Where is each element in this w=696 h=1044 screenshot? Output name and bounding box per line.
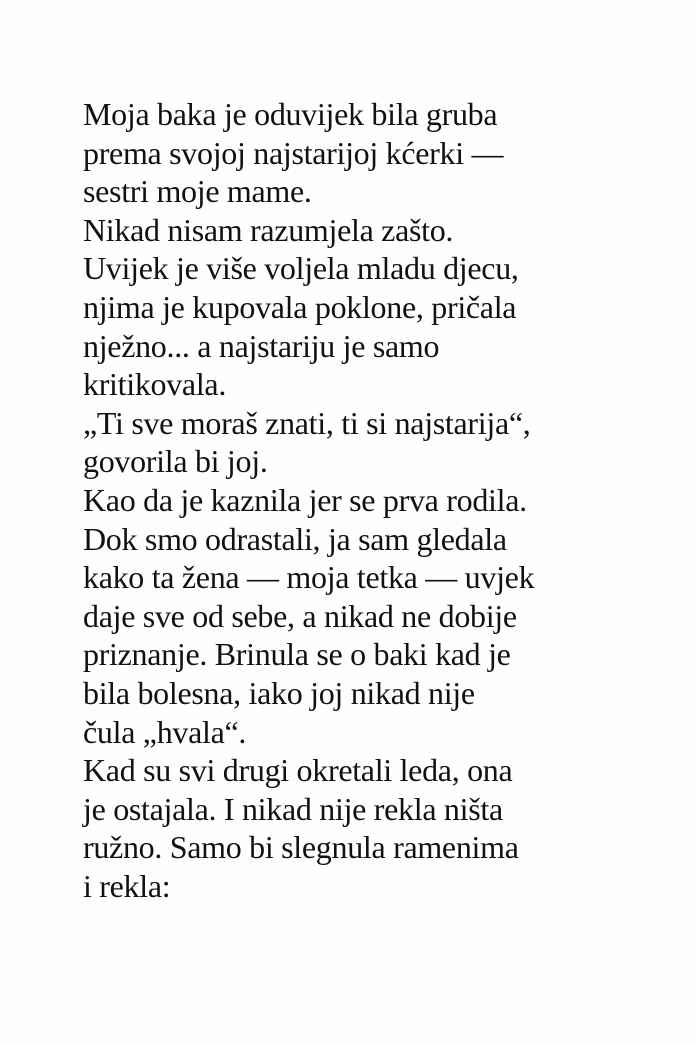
text-line: ružno. Samo bi slegnula ramenima: [83, 829, 519, 866]
text-line: i rekla:: [83, 867, 171, 904]
text-line: kritikovala.: [83, 366, 227, 403]
text-line: je ostajala. I nikad nije rekla ništa: [83, 790, 503, 827]
text-line: priznanje. Brinula se o baki kad je: [83, 636, 511, 673]
text-line: „Ti sve moraš znati, ti si najstarija“,: [83, 404, 531, 441]
text-line: njima je kupovala poklone, pričala: [83, 288, 517, 325]
text-line: govorila bi joj.: [83, 443, 268, 480]
text-line: kako ta žena — moja tetka — uvjek: [83, 559, 535, 596]
text-line: čula „hvala“.: [83, 713, 247, 750]
text-line: sestri moje mame.: [83, 173, 312, 210]
text-line: Kao da je kaznila jer se prva rodila.: [83, 481, 527, 518]
text-line: Kad su svi drugi okretali leda, ona: [83, 752, 513, 789]
text-line: daje sve od sebe, a nikad ne dobije: [83, 597, 517, 634]
text-line: bila bolesna, iako joj nikad nije: [83, 674, 475, 711]
text-line: prema svojoj najstarijoj kćerki —: [83, 134, 504, 171]
text-line: nježno... a najstariju je samo: [83, 327, 440, 364]
text-line: Moja baka je oduvijek bila gruba: [83, 96, 498, 132]
text-line: Nikad nisam razumjela zašto.: [83, 211, 454, 248]
text-line: Dok smo odrastali, ja sam gledala: [83, 520, 507, 557]
text-line: Uvijek je više voljela mladu djecu,: [83, 250, 519, 287]
story-text: [83, 95, 663, 905]
